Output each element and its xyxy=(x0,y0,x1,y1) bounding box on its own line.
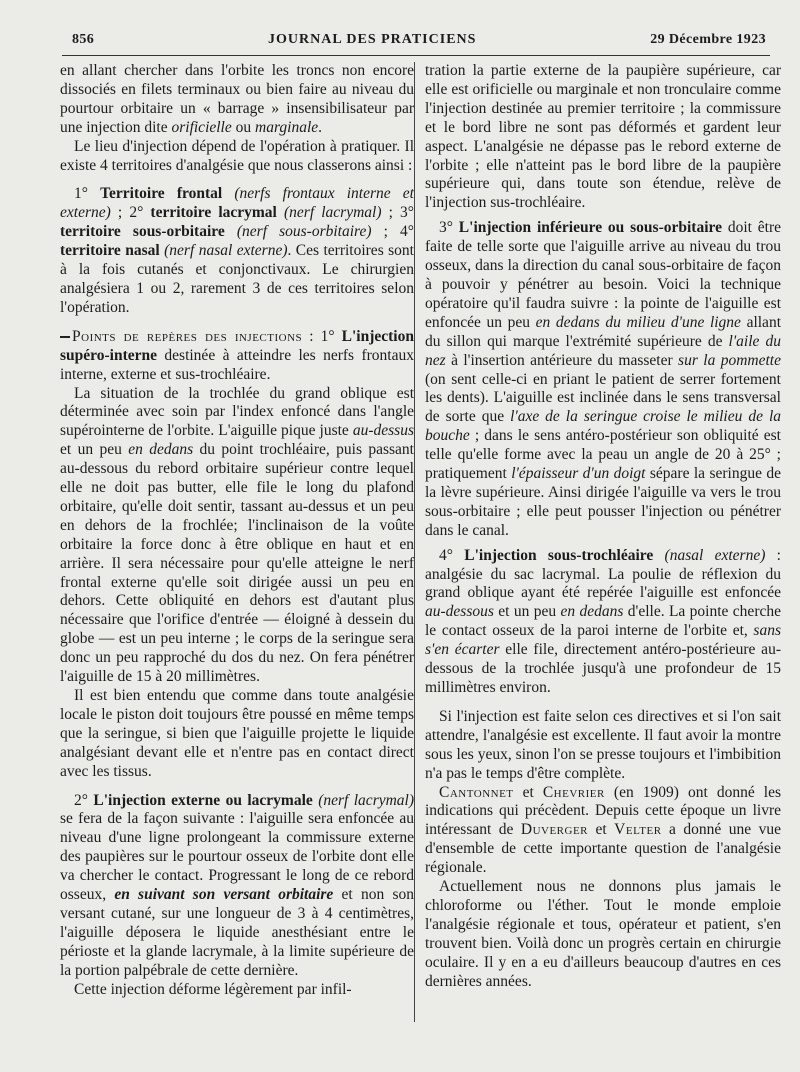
section-heading-paragraph: Points de repères des injections : 1° L'injection supéro-interne destinée à atteindre les nerfs frontaux interne, externe et sus-trochléaire. xyxy=(60,327,414,383)
paragraph: en allant chercher dans l'orbite les troncs non encore dissociés en filets terminaux ou bien faire au niveau du pourtour orbitaire un « barrage » insensibilisateur par une injection dite orificielle ou marginale. xyxy=(60,62,414,136)
right-column xyxy=(425,62,781,992)
paragraph: 3° L'injection inférieure ou sous-orbitaire doit être faite de telle sorte que l'aiguille arrive au niveau du trou osseux, dans la direction du canal sous-orbitaire de façon à pouvoir y pénétrer au besoin. Voici la technique opératoire qu'il faudra suivre : la pointe de l'aiguille est enfoncée un peu en dedans du milieu d'une ligne allant du sillon qui marque l'extrémité supérieure de l'aile du nez à l'insertion antérieure du masseter sur la pommette (on sent celle-ci en priant le patient de serrer fortement les dents). L'aiguille est inclinée dans le sens transversal de sorte que l'axe de la seringue croise le milieu de la bouche ; dans le sens antéro-postérieur son obliquité est telle qu'elle forme avec la peau un angle de 20 à 25° ; pratiquement l'épaisseur d'un doigt sépare la seringue de la lèvre supérieure. Ainsi dirigée l'aiguille va vers le trou sous-orbitaire ; elle peut pousser l'injection ou pénétrer dans le canal. xyxy=(425,219,782,539)
paragraph: Il est bien entendu que comme dans toute analgésie locale le piston doit toujours être poussé en même temps que la seringue, si bien que l'aiguille projette le liquide analgésiant devant elle et n'entre pas en contact direct avec les tissus. xyxy=(60,687,414,780)
paragraph: Si l'injection est faite selon ces directives et si l'on sait attendre, l'analgésie est excellente. Il faut avoir la montre sous les yeux, sinon l'on se presse toujours et l'imbibition n'a pas le temps d'être complète. xyxy=(425,707,781,782)
section-heading: Points de repères des injections xyxy=(72,327,303,345)
paragraph: Le lieu d'injection dépend de l'opération à pratiquer. Il existe 4 territoires d'analgésie que nous classerons ainsi : xyxy=(60,137,414,174)
paragraph: 2° L'injection externe ou lacrymale (nerf lacrymal) se fera de la façon suivante : l'aiguille sera enfoncée au niveau d'une ligne prolongeant la commissure externe des paupières sur le pourtour osseux de l'orbite dont elle va chercher le contact. Progressant le long de ce rebord osseux, en suivant son versant orbitaire et non son versant cutané, sur une longueur de 3 à 4 centimètres, l'aiguille déposera le liquide anesthésiant entre le périoste et la glande lacrymale, à la limite supérieure de la portion palpébrale de cette dernière. xyxy=(60,791,415,979)
journal-title: JOURNAL DES PRATICIENS xyxy=(267,32,477,47)
column-divider xyxy=(414,62,415,1022)
territories-paragraph: 1° Territoire frontal (nerfs frontaux interne et externe) ; 2° territoire lacrymal (nerf lacrymal) ; 3° territoire sous-orbitaire (nerf sous-orbitaire) ; 4° territoire nasal (nerf nasal externe). Ces territoires sont à la fois cutanés et conjonctivaux. Le chirurgien analgésiera 1 ou 2, rarement 3 de ces territoires selon l'opération. xyxy=(60,185,415,316)
paragraph: Actuellement nous ne donnons plus jamais le chloroforme ou l'éther. Tout le monde emploie l'analgésie régionale et tous, opérateur et patient, s'en trouvent bien. Voilà donc un progrès certain en chirurgie oculaire. Il y en a eu d'ailleurs beaucoup d'autres en ces dernières années. xyxy=(425,878,781,990)
left-column xyxy=(60,62,414,1000)
issue-date: 29 Décembre 1923 xyxy=(650,32,766,47)
page-header xyxy=(72,32,766,54)
page-number: 856 xyxy=(72,32,95,47)
paragraph: Cette injection déforme légèrement par infil- xyxy=(74,980,352,998)
paragraph: La situation de la trochlée du grand oblique est déterminée avec soin par l'index enfoncé dans l'angle supérointerne de l'orbite. L'aiguille pique juste au-dessus et un peu en dedans du point trochléaire, puis passant au-dessous du rebord orbitaire supérieur contre lequel elle ne doit pas butter, elle file le long du plafond orbitaire, qu'elle doit sentir, tassant au-dessus et un peu en dehors de la frochlée; l'inclinaison de la voûte orbitaire la force donc à être oblique en haut et en arrière. Il sera nécessaire pour qu'elle atteigne le nerf frontal externe qu'elle soit dirigée aussi un peu en dehors. Cette obliquité en dehors est d'autant plus nécessaire que l'orifice d'entrée — éloigné à dessein du globe — est un peu interne ; le corps de la seringue sera donc un peu rapproché du dos du nez. On fera pénétrer l'aiguille de 15 à 20 millimètres. xyxy=(60,384,414,686)
paragraph: tration la partie externe de la paupière supérieure, car elle est orificielle ou marginale et non tronculaire comme l'injection destinée au premier territoire ; la commissure et le bord libre ne sont pas déformés et gardent leur aspect. L'analgésie ne dépasse pas le rebord externe de l'orbite ; elle n'atteint pas le bord libre de la paupière supérieure qui, dans toute son étendue, relève de l'injection sus-trochléaire. xyxy=(425,62,781,212)
paragraph: Cantonnet et Chevrier (en 1909) ont donné les indications qui précèdent. Depuis cette époque un livre intéressant de Duverger et Velter a donné une vue d'ensemble de cette importante question de l'analgésie régionale. xyxy=(425,783,782,877)
header-rule xyxy=(62,55,770,56)
paragraph: 4° L'injection sous-trochléaire (nasal externe) : analgésie du sac lacrymal. La poulie de réflexion du grand oblique ayant été repérée l'aiguille est enfoncée au-dessous et un peu en dedans d'elle. La pointe cherche le contact osseux de la paroi interne de l'orbite et, sans s'en écarter elle file, directement antéro-postérieure au-dessous de la trochlée jusqu'à une profondeur de 15 millimètres environ. xyxy=(425,546,781,696)
